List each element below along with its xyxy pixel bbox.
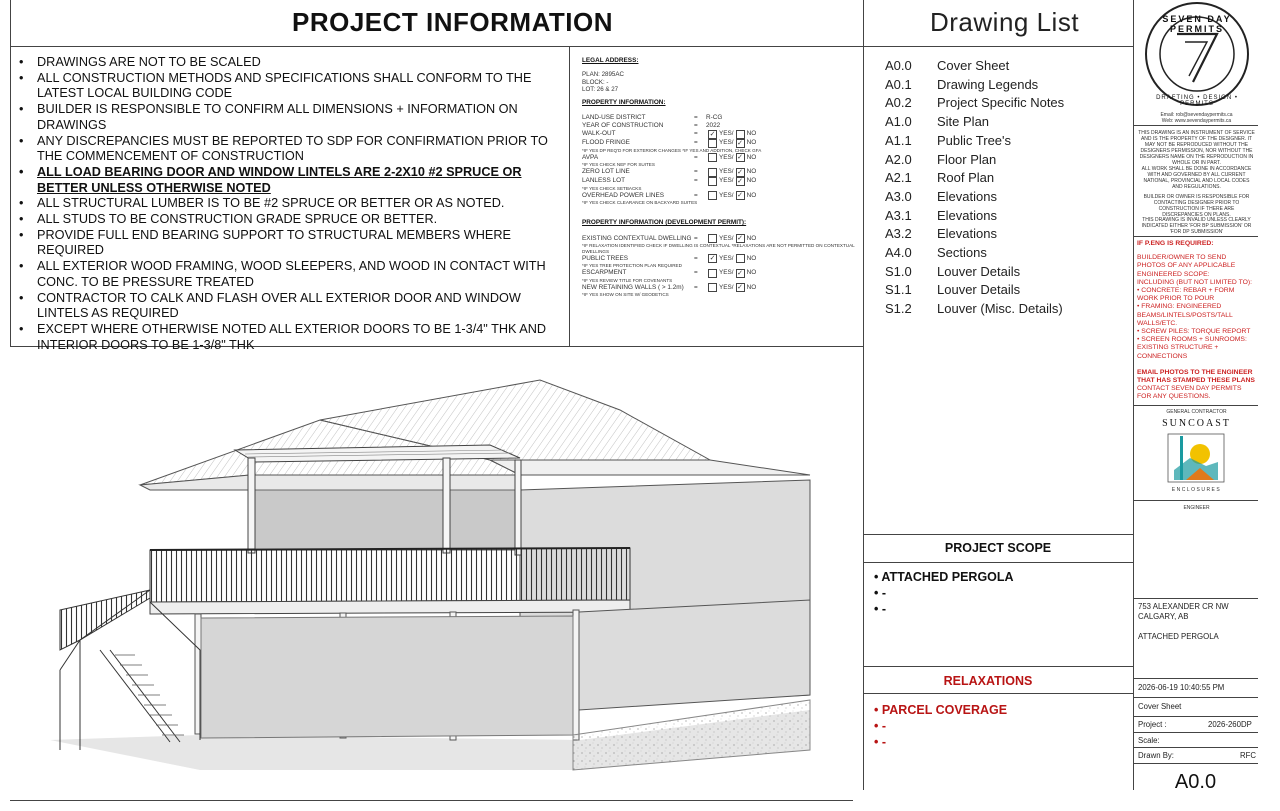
- yes-checkbox[interactable]: [708, 177, 717, 186]
- drawing-list-row: [885, 57, 1125, 76]
- contact-email[interactable]: Email: rob@sevendaypermits.ca: [1160, 112, 1233, 118]
- drawn-by-label: Drawn By:: [1138, 751, 1174, 760]
- drawing-name: Site Plan: [937, 114, 990, 130]
- drawing-code: A2.1: [885, 170, 912, 186]
- disclaimer-validity: THIS DRAWING IS INVALID UNLESS CLEARLY INDICATED EITHER 'FOR BP SUBMISSION' OR 'FOR DP SUBMISSION': [1141, 217, 1252, 235]
- property-row: [582, 234, 857, 254]
- project-number-label: Project :: [1138, 720, 1167, 729]
- slash-separator: /: [731, 269, 734, 277]
- relaxation-item: • PARCEL COVERAGE: [874, 703, 1008, 717]
- note-item: • PROVIDE FULL END BEARING SUPPORT TO STRUCTURAL MEMBERS WHERE REQUIRED: [13, 228, 563, 259]
- drawing-list-row: [885, 151, 1125, 170]
- drawn-by-value: RFC: [1240, 751, 1257, 760]
- peng-item: • CONCRETE: REBAR + FORM WORK PRIOR TO POUR: [1137, 287, 1235, 303]
- note-item-lintels: • ALL LOAD BEARING DOOR AND WINDOW LINTELS ARE 2-2X10 #2 SPRUCE OR BETTER UNLESS OTHERWISE NOTED: [13, 165, 563, 196]
- equals-sign: =: [694, 130, 698, 138]
- peng-contact-note: CONTACT SEVEN DAY PERMITS FOR ANY QUESTIONS.: [1137, 385, 1242, 401]
- property-info-heading: PROPERTY INFORMATION:: [582, 98, 666, 106]
- drawing-name: Sections: [937, 245, 987, 261]
- drawing-name: Louver Details: [937, 263, 1021, 279]
- contact-web[interactable]: Web: www.sevendaypermits.ca: [1161, 118, 1232, 124]
- drawing-code: A3.1: [885, 207, 912, 223]
- yes-checkbox[interactable]: ✓: [709, 255, 716, 263]
- note-item: • BUILDER IS RESPONSIBLE TO CONFIRM ALL DIMENSIONS + INFORMATION ON DRAWINGS: [13, 102, 563, 133]
- yes-checkbox[interactable]: [708, 153, 717, 162]
- disclaimer-ownership: THIS DRAWING IS AN INSTRUMENT OF SERVICE AND IS THE PROPERTY OF THE DESIGNER. IT MAY NOT BE REPRODUCED WITHOUT THE DESIGNERS PERMISSION, NOR WITHOUT THE DESIGNERS NAME ON THE REPRODUCTION IN WHOLE OR IN PART.: [1138, 130, 1255, 166]
- legal-lot: LOT: 26 & 27: [582, 86, 619, 94]
- equals-sign: =: [694, 191, 698, 199]
- drawing-name: Cover Sheet: [937, 58, 1010, 73]
- suncoast-logo-sub: ENCLOSURES: [1171, 487, 1222, 493]
- drawing-code: A3.0: [885, 188, 912, 204]
- property-note: *IF YES CHECK NEF FOR SUITES: [582, 162, 655, 168]
- logo-text: SEVEN DAY PERMITS: [1162, 14, 1232, 34]
- no-checkbox[interactable]: ✓: [737, 269, 744, 277]
- note-item: • DRAWINGS ARE NOT TO BE SCALED: [13, 55, 563, 71]
- drawing-list-row: [885, 263, 1125, 282]
- drawing-name: Elevations: [937, 188, 997, 204]
- yes-checkbox[interactable]: ✓: [709, 130, 716, 138]
- property-row: [582, 139, 857, 153]
- project-information-title: PROJECT INFORMATION: [292, 7, 614, 37]
- drawing-name: Elevations: [937, 226, 997, 242]
- site-address-line2: CALGARY, AB: [1138, 612, 1189, 621]
- no-checkbox[interactable]: ✓: [737, 139, 744, 147]
- border-top-left: [10, 46, 863, 47]
- no-checkbox[interactable]: [736, 130, 745, 139]
- border-top-dl: [863, 46, 1133, 47]
- drawing-list-row: [885, 113, 1125, 132]
- property-value: R-CG: [706, 113, 723, 121]
- property-row: [582, 130, 857, 139]
- note-item: • CONTRACTOR TO CALK AND FLASH OVER ALL EXTERIOR DOOR AND WINDOW LINTELS AS REQUIRED: [13, 291, 563, 322]
- tb-divider: [1133, 500, 1258, 501]
- equals-sign: =: [694, 234, 698, 242]
- peng-intro: BUILDER/OWNER TO SEND PHOTOS OF ANY APPLICABLE ENGINEERED SCOPE:: [1137, 254, 1236, 278]
- relaxations-heading: RELAXATIONS: [943, 674, 1033, 688]
- peng-including: INCLUDING (BUT NOT LIMITED TO):: [1137, 278, 1253, 286]
- drawing-code: A1.0: [885, 114, 912, 130]
- yes-checkbox[interactable]: [708, 139, 717, 148]
- scope-item: • ATTACHED PERGOLA: [874, 570, 1014, 584]
- yes-label: YES: [719, 269, 732, 277]
- project-name: ATTACHED PERGOLA: [1138, 632, 1219, 641]
- yes-label: YES: [719, 254, 732, 262]
- drawing-code: A0.1: [885, 76, 912, 92]
- tb-divider: [1133, 678, 1258, 679]
- no-checkbox[interactable]: ✓: [737, 192, 744, 199]
- note-item: • ALL EXTERIOR WOOD FRAMING, WOOD SLEEPERS, AND WOOD IN CONTACT WITH CONC. TO BE PRESSURE TREATED: [13, 259, 563, 290]
- equals-sign: =: [694, 153, 698, 161]
- yes-checkbox[interactable]: [708, 191, 717, 200]
- note-item: • ALL STRUCTURAL LUMBER IS TO BE #2 SPRUCE OR BETTER OR AS NOTED.: [13, 196, 563, 212]
- no-checkbox[interactable]: ✓: [737, 177, 744, 185]
- drawing-name: Roof Plan: [937, 170, 995, 186]
- property-label: OVERHEAD POWER LINES: [582, 191, 665, 199]
- project-scope-list: [874, 569, 1124, 617]
- no-checkbox[interactable]: ✓: [737, 168, 744, 176]
- property-label: ZERO LOT LINE: [582, 168, 630, 176]
- no-label: NO: [746, 234, 757, 242]
- property-row: [582, 153, 857, 167]
- border-relax-top: [863, 666, 1133, 667]
- property-row: [582, 191, 857, 205]
- note-item: • ANY DISCREPANCIES MUST BE REPORTED TO SDP FOR CONFIRMATION PRIOR TO THE COMMENCEMENT OF CONSTRUCTION: [13, 134, 563, 165]
- border-scope-head: [863, 562, 1133, 563]
- disclaimer-discrepancies: BUILDER OR OWNER IS RESPONSIBLE FOR CONTACTING DESIGNER PRIOR TO CONSTRUCTION IF THERE ARE DISCREPANCIES ON PLANS.: [1143, 194, 1250, 218]
- property-row: [582, 114, 857, 122]
- property-label: AVPA: [582, 153, 599, 161]
- yes-label: YES: [719, 139, 732, 147]
- tb-divider: [1133, 598, 1258, 599]
- slash-separator: /: [731, 130, 734, 138]
- suncoast-logo-icon: [1166, 432, 1226, 484]
- equals-sign: =: [694, 168, 698, 176]
- engineer-label: ENGINEER: [1183, 505, 1210, 511]
- border-tb-left: [1133, 0, 1134, 790]
- property-label: YEAR OF CONSTRUCTION: [582, 121, 664, 129]
- property-note: *IF YES CHECK CLEARANCE ON BACKYARD SUITES: [582, 200, 698, 205]
- property-row: [582, 269, 857, 283]
- drawing-name: Louver (Misc. Details): [937, 301, 1063, 317]
- tb-divider: [1133, 763, 1258, 764]
- suncoast-logo-name: SUNCOAST: [1162, 418, 1231, 429]
- drawing-code: A3.2: [885, 226, 912, 242]
- slash-separator: /: [731, 254, 734, 262]
- drawing-code: A0.0: [885, 58, 912, 73]
- sheet-number: A0.0: [1174, 771, 1217, 790]
- property-info-panel: [582, 57, 857, 297]
- equals-sign: =: [694, 269, 698, 277]
- slash-separator: /: [731, 153, 734, 161]
- slash-separator: /: [731, 234, 734, 242]
- peng-item: • SCREEN ROOMS + SUNROOMS: EXISTING STRUCTURE + CONNECTIONS: [1137, 336, 1247, 360]
- drawing-code: S1.0: [885, 263, 912, 279]
- suncoast-svg: [1166, 432, 1226, 484]
- border-bottom: [10, 800, 853, 801]
- property-label: LANLESS LOT: [582, 177, 625, 185]
- scale-label: Scale:: [1138, 736, 1160, 745]
- equals-sign: =: [694, 121, 698, 129]
- no-label: NO: [746, 168, 757, 176]
- logo-subtitle: DRAFTING • DESIGN • PERMITS: [1156, 95, 1238, 107]
- yes-label: YES: [719, 234, 732, 242]
- property-label: PUBLIC TREES: [582, 254, 629, 262]
- drawing-list-row: [885, 281, 1125, 300]
- property-note: *IF YES SHOW ON SITE W/ GEODETICS: [582, 292, 669, 298]
- property-value: 2022: [706, 121, 721, 129]
- yes-label: YES: [719, 191, 732, 199]
- drawing-list-row: [885, 76, 1125, 95]
- drawing-list-row: [885, 132, 1125, 151]
- yes-label: YES: [719, 153, 732, 161]
- no-label: NO: [746, 130, 757, 138]
- drawing-list-row: [885, 169, 1125, 188]
- drawing-code: S1.2: [885, 301, 912, 317]
- no-label: NO: [746, 283, 757, 291]
- scope-item: • -: [874, 602, 887, 616]
- slash-separator: /: [731, 139, 734, 147]
- relaxations-list: [874, 702, 1124, 750]
- border-left: [10, 0, 11, 346]
- yes-label: YES: [719, 130, 732, 138]
- no-label: NO: [746, 153, 757, 161]
- project-scope-heading: PROJECT SCOPE: [944, 541, 1052, 555]
- drawing-name: Drawing Legends: [937, 76, 1039, 92]
- relaxation-item: • -: [874, 735, 887, 749]
- tb-divider: [1133, 732, 1258, 733]
- sheet-name: Cover Sheet: [1138, 702, 1182, 711]
- equals-sign: =: [694, 177, 698, 185]
- drawing-list-title: Drawing List: [930, 7, 1080, 37]
- drawing-code: S1.1: [885, 282, 912, 298]
- legal-plan: PLAN: 2895AC: [582, 71, 624, 78]
- border-relax-head: [863, 693, 1133, 694]
- no-checkbox[interactable]: ✓: [737, 284, 744, 292]
- tb-divider: [1133, 125, 1258, 126]
- property-row: [582, 168, 857, 177]
- no-label: NO: [746, 139, 757, 147]
- drawing-name: Louver Details: [937, 282, 1021, 298]
- drawing-code: A1.1: [885, 132, 912, 148]
- pergola-3d-rendering: [20, 350, 860, 795]
- yes-label: YES: [719, 283, 732, 291]
- property-label: LAND-USE DISTRICT: [582, 113, 646, 121]
- drawing-name: Project Specific Notes: [937, 95, 1065, 111]
- relaxation-item: • -: [874, 719, 887, 733]
- slash-separator: /: [731, 283, 734, 291]
- drawing-list-row: [885, 94, 1125, 113]
- peng-heading: IF P.ENG IS REQUIRED:: [1137, 240, 1214, 247]
- peng-notes: [1137, 240, 1255, 402]
- rendering-svg: [20, 350, 860, 795]
- no-label: NO: [746, 191, 757, 199]
- yes-label: YES: [719, 177, 732, 185]
- slash-separator: /: [731, 168, 734, 176]
- property-row: [582, 283, 857, 297]
- drawing-name: Public Tree's: [937, 132, 1012, 148]
- property-note: *IF YES DP REQ'D FOR EXTERIOR CHANGES *IF YES AND ADDITION, CHECK GFA: [582, 147, 762, 153]
- print-datetime: 2026-06-19 10:40:55 PM: [1138, 683, 1225, 692]
- equals-sign: =: [694, 283, 698, 291]
- property-label: WALK-OUT: [582, 130, 616, 138]
- property-label: NEW RETAINING WALLS ( > 1.2m): [582, 283, 684, 291]
- no-label: NO: [746, 269, 757, 277]
- peng-email-note: EMAIL PHOTOS TO THE ENGINEER THAT HAS STAMPED THESE PLANS: [1137, 368, 1255, 385]
- tb-divider: [1133, 405, 1258, 406]
- drawing-code: A4.0: [885, 245, 912, 261]
- property-label: FLOOD FRINGE: [582, 139, 630, 147]
- no-checkbox[interactable]: [736, 254, 745, 263]
- note-item: • ALL CONSTRUCTION METHODS AND SPECIFICATIONS SHALL CONFORM TO THE LATEST LOCAL BUILDING CODE: [13, 71, 563, 102]
- legal-address-heading: LEGAL ADDRESS:: [582, 57, 639, 64]
- drawing-name: Elevations: [937, 207, 997, 223]
- drawing-name: Floor Plan: [937, 151, 997, 167]
- drawing-list-row: [885, 225, 1125, 244]
- yes-checkbox[interactable]: [708, 283, 717, 292]
- yes-label: YES: [719, 168, 732, 176]
- property-row: [582, 177, 857, 191]
- drawing-code: A0.2: [885, 95, 912, 111]
- property-row: [582, 254, 857, 268]
- property-note: *IF YES REVIEW TITLE FOR COVENANTS: [582, 277, 673, 283]
- no-label: NO: [746, 254, 757, 262]
- property-row: [582, 122, 857, 130]
- property-label: EXISTING CONTEXTUAL DWELLING: [582, 234, 692, 242]
- drawing-list-row: [885, 207, 1125, 226]
- drawing-list-row: [885, 244, 1125, 263]
- drawing-list: [885, 57, 1125, 319]
- yes-checkbox[interactable]: [708, 269, 717, 278]
- no-checkbox[interactable]: ✓: [737, 235, 744, 243]
- note-item: • EXCEPT WHERE OTHERWISE NOTED ALL EXTERIOR DOORS TO BE 1-3/4" THK AND INTERIOR DOORS TO BE 1-3/8" THK: [13, 322, 563, 353]
- project-number: 2026-260DP: [1208, 720, 1252, 729]
- drawing-code: A2.0: [885, 151, 912, 167]
- tb-divider: [1133, 747, 1258, 748]
- property-note: *IF RELAXATION IDENTIFIED CHECK IF DWELLING IS CONTEXTUAL *RELAXATIONS ARE NOT PERMITTED ON CONTEXTUAL DWELLINGS: [582, 243, 855, 254]
- slash-separator: /: [731, 177, 734, 185]
- equals-sign: =: [694, 254, 698, 262]
- gc-label: GENERAL CONTRACTOR: [1166, 409, 1227, 415]
- note-item: • ALL STUDS TO BE CONSTRUCTION GRADE SPRUCE OR BETTER.: [13, 212, 563, 228]
- tb-divider: [1133, 716, 1258, 717]
- slash-separator: /: [731, 191, 734, 199]
- equals-sign: =: [694, 139, 698, 147]
- property-label: ESCARPMENT: [582, 269, 627, 277]
- legal-block: BLOCK: -: [582, 78, 609, 86]
- property-info-rows: [582, 114, 857, 206]
- yes-checkbox[interactable]: [708, 234, 717, 243]
- scope-item: • -: [874, 586, 887, 600]
- no-label: NO: [746, 177, 757, 185]
- site-address-line1: 753 ALEXANDER CR NW: [1138, 602, 1229, 611]
- border-notes-divider: [569, 46, 570, 346]
- dev-permit-heading: PROPERTY INFORMATION (DEVELOPMENT PERMIT):: [582, 219, 747, 227]
- no-checkbox[interactable]: ✓: [737, 154, 744, 162]
- peng-item: • SCREW PILES: TORQUE REPORT: [1137, 328, 1251, 336]
- border-mid: [863, 0, 864, 790]
- tb-divider: [1133, 697, 1258, 698]
- property-note: *IF YES CHECK SETBACKS: [582, 185, 642, 191]
- drawing-list-row: [885, 188, 1125, 207]
- dev-permit-rows: [582, 234, 857, 297]
- tb-divider: [1133, 236, 1258, 237]
- property-note: *IF YES TREE PROTECTION PLAN REQUIRED: [582, 263, 682, 269]
- general-notes-list: [13, 55, 563, 353]
- disclaimer-codes: ALL WORK SHALL BE DONE IN ACCORDANCE WITH AND GOVERNED BY ALL CURRENT NATIONAL, PROVINCIAL AND LOCAL CODES AND REGULATIONS.: [1141, 166, 1252, 190]
- peng-item: • FRAMING: ENGINEERED BEAMS/LINTELS/POSTS/TALL WALLS/ETC.: [1137, 303, 1233, 327]
- border-scope-top: [863, 534, 1133, 535]
- equals-sign: =: [694, 113, 698, 121]
- yes-checkbox[interactable]: [708, 168, 717, 177]
- drawing-list-row: [885, 300, 1125, 319]
